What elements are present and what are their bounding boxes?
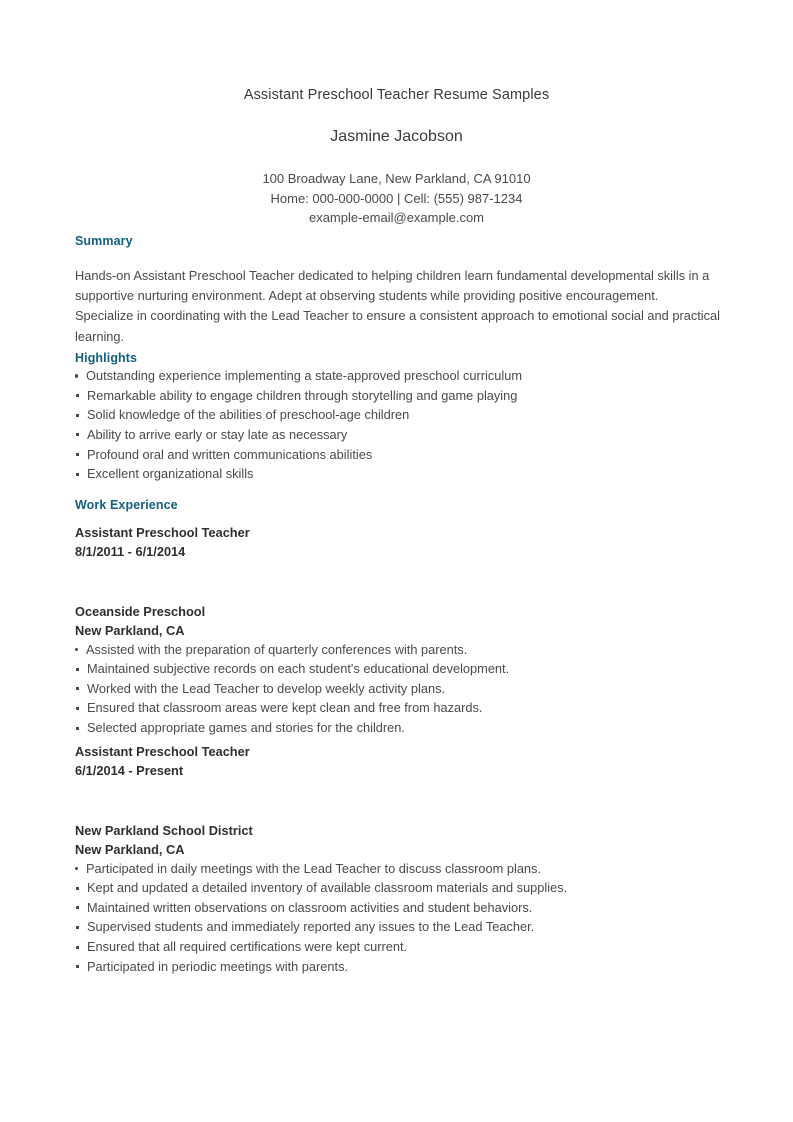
list-item: Supervised students and immediately reported any issues to the Lead Teacher. [75, 917, 731, 937]
candidate-name: Jasmine Jacobson [330, 128, 463, 145]
summary-text: Hands-on Assistant Preschool Teacher dedicated to helping children learn fundamental developmental skills in a supportive nurturing environment. Adept at observing students while providing positive encouragement. Specialize in coordinating with the Lead Teacher to ensure a consistent approach to emotional social and practical learning. [75, 267, 720, 344]
list-item: Participated in periodic meetings with parents. [75, 957, 731, 977]
list-item: Participated in daily meetings with the Lead Teacher to discuss classroom plans. [75, 859, 731, 879]
contact-block [0, 147, 793, 228]
job-title: Assistant Preschool Teacher [75, 524, 250, 540]
job-entry [75, 738, 731, 977]
contact-address: 100 Broadway Lane, New Parkland, CA 91010 [262, 171, 531, 186]
list-item: Maintained subjective records on each student's educational development. [75, 659, 731, 679]
resume-body [0, 228, 793, 977]
list-item: Selected appropriate games and stories for the children. [75, 718, 731, 738]
job-dates: 8/1/2011 - 6/1/2014 [75, 543, 186, 559]
list-item: Maintained written observations on classroom activities and student behaviors. [75, 898, 731, 918]
job-dates: 6/1/2014 - Present [75, 762, 184, 778]
job-location: New Parkland, CA [75, 841, 185, 857]
list-item: Assisted with the preparation of quarterly conferences with parents. [75, 640, 731, 660]
section-heading-summary: Summary [75, 233, 133, 248]
job-company: Oceanside Preschool [75, 603, 206, 619]
list-item: Ensured that all required certifications were kept current. [75, 937, 731, 957]
list-item: Profound oral and written communications abilities [75, 445, 731, 465]
list-item: Ability to arrive early or stay late as necessary [75, 425, 731, 445]
list-item: Outstanding experience implementing a state-approved preschool curriculum [75, 366, 731, 386]
job-title: Assistant Preschool Teacher [75, 743, 250, 759]
job-bullets-list [75, 640, 731, 738]
list-item: Excellent organizational skills [75, 464, 731, 484]
list-item: Solid knowledge of the abilities of preschool-age children [75, 405, 731, 425]
section-heading-highlights: Highlights [75, 351, 138, 366]
highlights-list [75, 366, 731, 484]
page-title: Assistant Preschool Teacher Resume Samples [243, 87, 550, 103]
list-item: Remarkable ability to engage children through storytelling and game playing [75, 386, 731, 406]
job-entry [75, 513, 731, 738]
job-location: New Parkland, CA [75, 622, 185, 638]
job-company: New Parkland School District [75, 822, 253, 838]
list-item: Worked with the Lead Teacher to develop weekly activity plans. [75, 679, 731, 699]
contact-email: example-email@example.com [308, 210, 485, 225]
section-heading-work-experience: Work Experience [75, 497, 178, 512]
list-item: Ensured that classroom areas were kept clean and free from hazards. [75, 698, 731, 718]
resume-header [0, 0, 793, 228]
contact-phones: Home: 000-000-0000 | Cell: (555) 987-1234 [270, 190, 523, 206]
list-item: Kept and updated a detailed inventory of available classroom materials and supplies. [75, 878, 731, 898]
job-bullets-list [75, 859, 731, 977]
